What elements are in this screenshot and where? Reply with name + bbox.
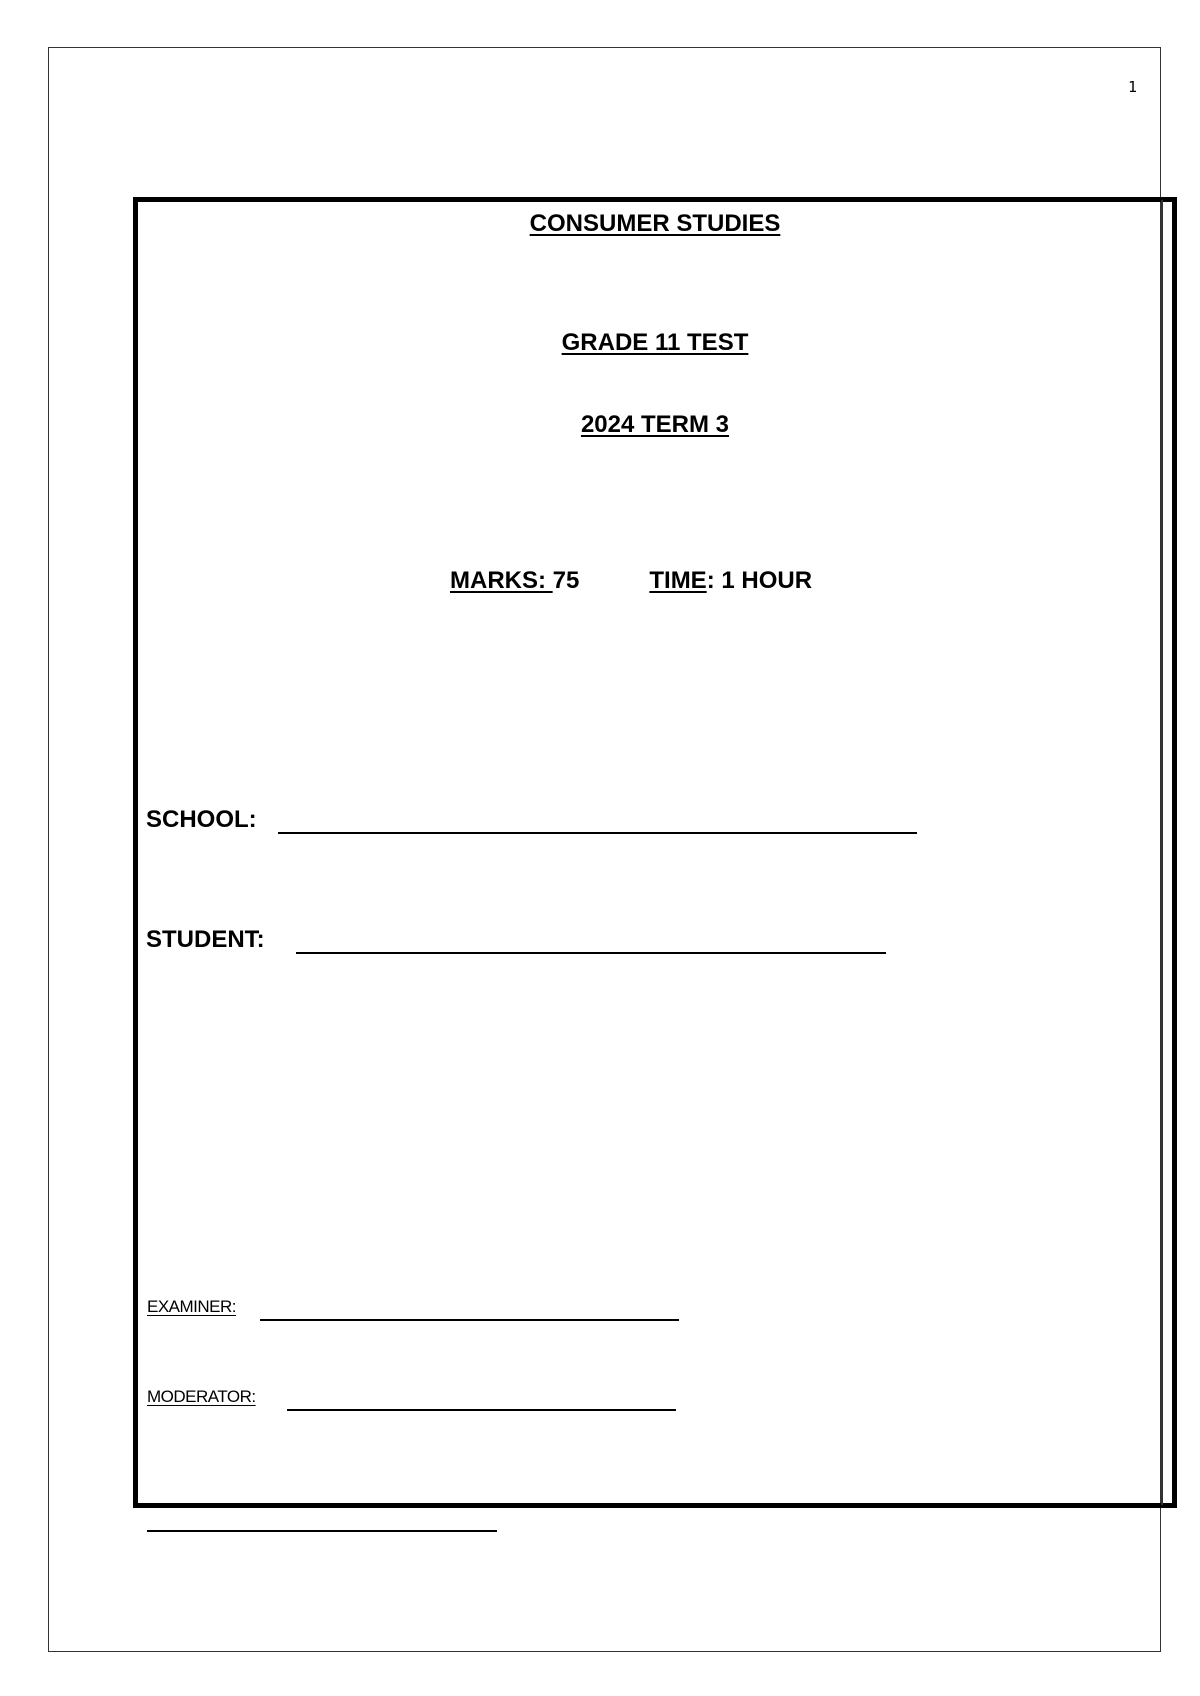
student-label: STUDENT: [146,926,265,953]
moderator-label: MODERATOR: [147,1387,256,1406]
examiner-label: EXAMINER: [147,1297,237,1316]
marks-time-line [450,567,812,595]
school-field-line[interactable] [278,832,917,834]
school-label: SCHOOL: [146,806,257,833]
footer-line [147,1530,497,1532]
examiner-field-line[interactable] [260,1319,679,1321]
page-edge-line [1161,200,1163,1505]
page-number: 1 [1128,78,1138,96]
marks-value: 75 [552,567,580,594]
test-title: GRADE 11 TEST [561,329,749,356]
time-label: TIME [649,567,707,594]
time-value: : 1 HOUR [706,567,813,594]
term-title: 2024 TERM 3 [580,411,730,438]
subject-title: CONSUMER STUDIES [529,210,781,237]
student-field-line[interactable] [296,952,886,954]
moderator-field-line[interactable] [287,1409,676,1411]
cover-box [133,197,1177,1508]
marks-label: MARKS: [450,567,553,594]
